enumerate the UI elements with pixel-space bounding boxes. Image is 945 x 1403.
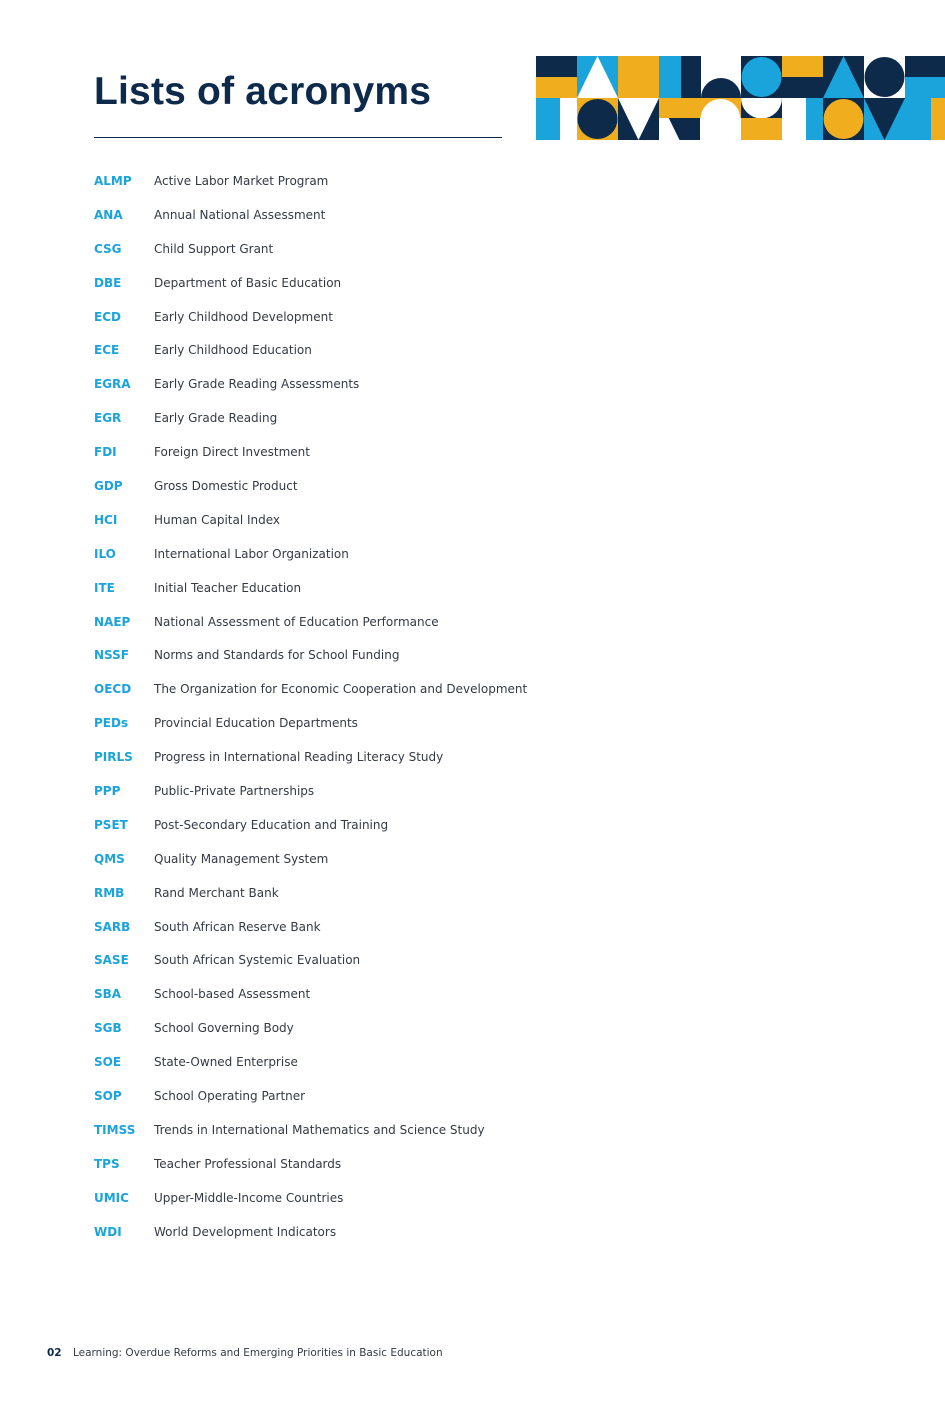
acronym-abbreviation: PPP [94, 783, 121, 798]
acronym-row [94, 198, 554, 232]
acronym-abbreviation: ALMP [94, 173, 132, 188]
acronym-definition: School Governing Body [154, 1021, 294, 1036]
acronym-row [94, 1011, 554, 1045]
acronym-definition: Teacher Professional Standards [154, 1156, 342, 1171]
acronym-row [94, 232, 554, 266]
acronym-definition: Post-Secondary Education and Training [154, 817, 389, 832]
acronym-row [94, 876, 554, 910]
page-footer [47, 1347, 443, 1359]
acronym-definition: Provincial Education Departments [154, 716, 358, 731]
acronym-abbreviation: NSSF [94, 648, 129, 663]
acronym-row [94, 333, 554, 367]
acronym-definition: Early Childhood Development [154, 309, 333, 324]
acronym-row [94, 808, 554, 842]
acronym-row [94, 706, 554, 740]
acronym-abbreviation: EGR [94, 411, 122, 426]
acronym-definition: Foreign Direct Investment [154, 445, 310, 460]
acronym-row [94, 401, 554, 435]
acronym-definition: Norms and Standards for School Funding [154, 648, 400, 663]
acronym-definition: School Operating Partner [154, 1088, 306, 1103]
acronym-abbreviation: SARB [94, 919, 131, 934]
acronym-definition: Department of Basic Education [154, 275, 342, 290]
acronym-row [94, 571, 554, 605]
page-number: 02 [47, 1347, 62, 1359]
acronym-definition: World Development Indicators [154, 1224, 337, 1239]
acronym-list [94, 164, 554, 1249]
acronym-abbreviation: SOE [94, 1055, 122, 1070]
acronym-definition: South African Reserve Bank [154, 919, 321, 934]
footer-title: Learning: Overdue Reforms and Emerging Priorities in Basic Education [72, 1347, 443, 1359]
acronym-row [94, 943, 554, 977]
acronym-abbreviation: EGRA [94, 377, 131, 392]
acronym-definition: Progress in International Reading Literacy Study [154, 750, 444, 765]
acronym-definition: The Organization for Economic Cooperation and Development [154, 682, 528, 697]
acronym-abbreviation: CSG [94, 241, 122, 256]
acronym-abbreviation: TIMSS [94, 1122, 136, 1137]
acronym-definition: Rand Merchant Bank [154, 885, 279, 900]
acronym-definition: Early Grade Reading [154, 411, 278, 426]
acronym-definition: Public-Private Partnerships [154, 783, 315, 798]
acronym-definition: School-based Assessment [154, 987, 311, 1002]
acronym-row [94, 164, 554, 198]
acronym-definition: International Labor Organization [154, 546, 349, 561]
acronym-row [94, 1113, 554, 1147]
acronym-row [94, 977, 554, 1011]
title-divider [94, 137, 502, 138]
acronym-abbreviation: ILO [94, 546, 116, 561]
acronym-definition: Human Capital Index [154, 512, 281, 527]
acronym-abbreviation: WDI [94, 1224, 122, 1239]
acronym-abbreviation: PIRLS [94, 750, 133, 765]
acronym-row [94, 638, 554, 672]
acronym-row [94, 1181, 554, 1215]
acronym-abbreviation: SGB [94, 1021, 122, 1036]
acronym-row [94, 1079, 554, 1113]
acronym-row [94, 672, 554, 706]
acronym-abbreviation: RMB [94, 885, 125, 900]
acronym-abbreviation: PEDs [94, 716, 129, 731]
acronym-abbreviation: SBA [94, 987, 122, 1002]
acronym-abbreviation: ECE [94, 343, 120, 358]
acronym-definition: Trends in International Mathematics and Science Study [154, 1122, 485, 1137]
acronym-abbreviation: ECD [94, 309, 121, 324]
acronym-definition: National Assessment of Education Performance [154, 614, 439, 629]
acronym-row [94, 503, 554, 537]
acronym-definition: Initial Teacher Education [154, 580, 302, 595]
acronym-definition: South African Systemic Evaluation [154, 953, 361, 968]
acronym-abbreviation: ITE [94, 580, 115, 595]
acronym-abbreviation: SASE [94, 953, 129, 968]
geometric-pattern-banner [536, 56, 945, 140]
acronym-row [94, 605, 554, 639]
acronym-abbreviation: DBE [94, 275, 122, 290]
acronym-definition: Gross Domestic Product [154, 478, 298, 493]
acronym-row [94, 1147, 554, 1181]
acronym-row [94, 910, 554, 944]
acronym-definition: Annual National Assessment [154, 207, 326, 222]
acronym-row [94, 300, 554, 334]
acronym-row [94, 367, 554, 401]
acronym-row [94, 842, 554, 876]
acronym-abbreviation: PSET [94, 817, 128, 832]
acronym-row [94, 435, 554, 469]
acronym-abbreviation: QMS [94, 851, 125, 866]
acronym-abbreviation: OECD [94, 682, 132, 697]
acronym-abbreviation: UMIC [94, 1190, 129, 1205]
acronym-abbreviation: NAEP [94, 614, 131, 629]
acronym-definition: Child Support Grant [154, 241, 274, 256]
acronym-definition: Quality Management System [154, 851, 329, 866]
acronym-abbreviation: HCI [94, 512, 118, 527]
acronym-abbreviation: GDP [94, 478, 123, 493]
acronym-abbreviation: FDI [94, 445, 117, 460]
acronym-row [94, 469, 554, 503]
acronym-definition: Upper-Middle-Income Countries [154, 1190, 344, 1205]
acronym-definition: State-Owned Enterprise [154, 1055, 298, 1070]
acronym-row [94, 266, 554, 300]
acronym-row [94, 1215, 554, 1249]
page-title: Lists of acronyms [94, 70, 432, 113]
acronym-row [94, 1045, 554, 1079]
acronym-abbreviation: TPS [94, 1156, 120, 1171]
acronym-definition: Active Labor Market Program [154, 173, 329, 188]
acronym-abbreviation: ANA [94, 207, 123, 222]
acronym-row [94, 537, 554, 571]
acronym-abbreviation: SOP [94, 1088, 122, 1103]
acronym-row [94, 740, 554, 774]
acronym-definition: Early Childhood Education [154, 343, 312, 358]
acronym-row [94, 774, 554, 808]
acronym-definition: Early Grade Reading Assessments [154, 377, 360, 392]
